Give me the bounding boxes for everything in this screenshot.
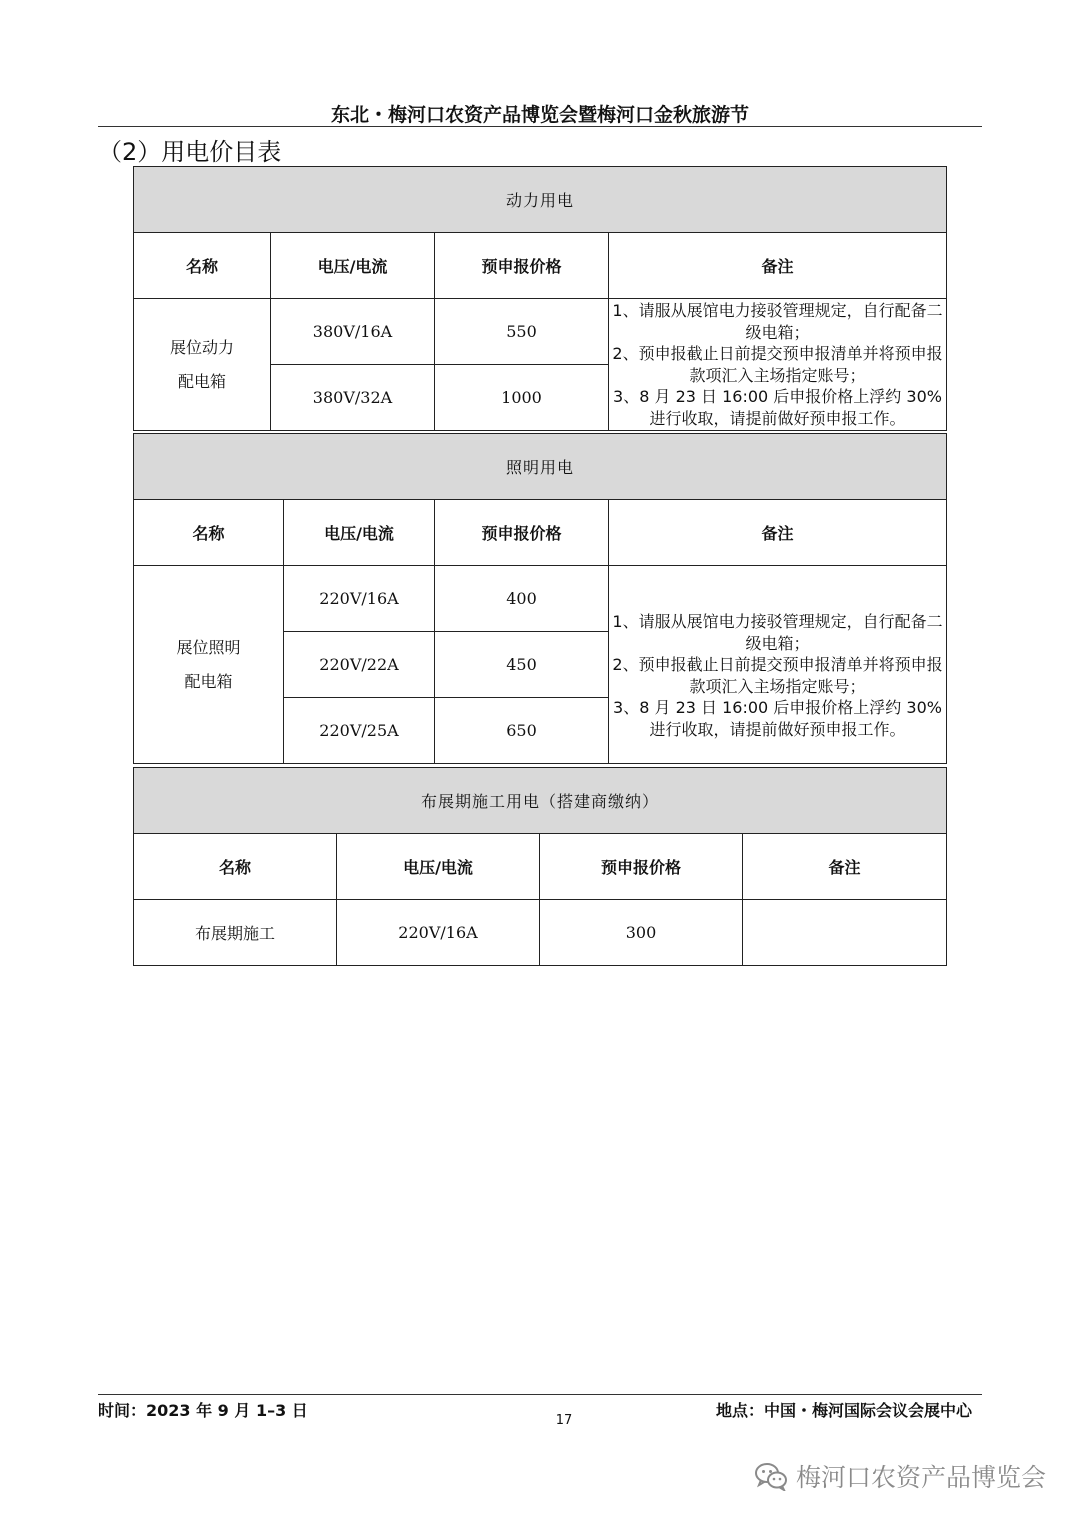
column-header-price: 预申报价格 — [540, 834, 743, 900]
price-cell: 300 — [540, 900, 743, 966]
name-cell: 布展期施工 — [134, 900, 337, 966]
column-header-name: 名称 — [134, 500, 284, 566]
lighting-group-name — [134, 566, 284, 764]
power-group-name — [134, 299, 271, 431]
price-cell: 550 — [435, 299, 609, 365]
remark-line: 2、预申报截止日前提交预申报清单并将预申报款项汇入主场指定账号； — [612, 655, 943, 696]
footer-divider — [98, 1394, 982, 1395]
remark-line: 1、请服从展馆电力接驳管理规定，自行配备二级电箱； — [612, 301, 943, 342]
lighting-table-banner: 照明用电 — [134, 434, 947, 500]
watermark-text: 梅河口农资产品博览会 — [795, 1463, 1046, 1492]
lighting-electricity-table — [133, 433, 947, 764]
remarks-cell — [743, 900, 947, 966]
group-name-line: 配电箱 — [184, 671, 233, 691]
group-name-line: 配电箱 — [177, 371, 226, 391]
remark-line: 3、8 月 23 日 16:00 后申报价格上浮约 30%进行收取，请提前做好预申报工作。 — [613, 698, 942, 739]
voltage-cell: 380V/16A — [271, 299, 435, 365]
table-row — [134, 900, 947, 966]
voltage-cell: 220V/16A — [284, 566, 435, 632]
remark-line: 2、预申报截止日前提交预申报清单并将预申报款项汇入主场指定账号； — [612, 344, 943, 385]
column-header-voltage: 电压/电流 — [271, 233, 435, 299]
table-row — [134, 566, 947, 632]
column-header-price: 预申报价格 — [435, 233, 609, 299]
voltage-cell: 380V/32A — [271, 365, 435, 431]
power-electricity-table — [133, 166, 947, 431]
column-header-voltage: 电压/电流 — [337, 834, 540, 900]
page-number: 17 — [555, 1413, 573, 1428]
group-name-line: 展位动力 — [169, 337, 234, 357]
construction-electricity-table — [133, 767, 947, 966]
column-header-remarks: 备注 — [609, 233, 947, 299]
lighting-remarks — [609, 566, 947, 764]
column-header-name: 名称 — [134, 834, 337, 900]
column-header-name: 名称 — [134, 233, 271, 299]
watermark — [754, 1458, 1046, 1494]
power-remarks — [609, 299, 947, 431]
remark-line: 3、8 月 23 日 16:00 后申报价格上浮约 30%进行收取，请提前做好预申报工作。 — [613, 387, 942, 428]
price-cell: 400 — [435, 566, 609, 632]
voltage-cell: 220V/25A — [284, 698, 435, 764]
remark-line: 1、请服从展馆电力接驳管理规定，自行配备二级电箱； — [612, 612, 943, 653]
document-header-title: 东北・梅河口农资产品博览会暨梅河口金秋旅游节 — [330, 104, 749, 126]
column-header-remarks: 备注 — [743, 834, 947, 900]
header-divider — [98, 126, 982, 127]
column-header-voltage: 电压/电流 — [284, 500, 435, 566]
voltage-cell: 220V/16A — [337, 900, 540, 966]
table-row — [134, 299, 947, 365]
price-cell: 650 — [435, 698, 609, 764]
power-table-banner: 动力用电 — [134, 167, 947, 233]
price-cell: 1000 — [435, 365, 609, 431]
event-location: 地点：中国・梅河国际会议会展中心 — [715, 1401, 972, 1420]
group-name-line: 展位照明 — [176, 637, 241, 657]
column-header-remarks: 备注 — [609, 500, 947, 566]
event-time: 时间：2023 年 9 月 1–3 日 — [98, 1401, 308, 1420]
voltage-cell: 220V/22A — [284, 632, 435, 698]
wechat-icon — [754, 1461, 788, 1491]
construction-table-banner: 布展期施工用电（搭建商缴纳） — [134, 768, 947, 834]
column-header-price: 预申报价格 — [435, 500, 609, 566]
price-cell: 450 — [435, 632, 609, 698]
section-title: （2）用电价目表 — [98, 138, 282, 166]
